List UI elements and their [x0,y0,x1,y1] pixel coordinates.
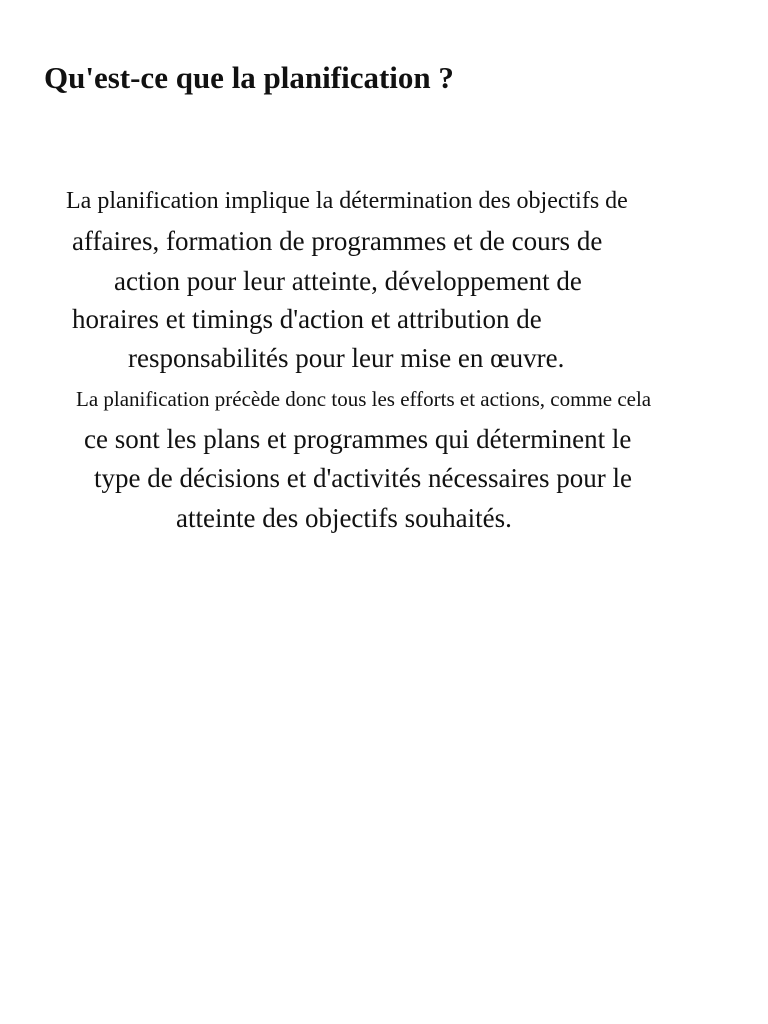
text-line-1: La planification implique la détermination des objectifs de [66,188,628,214]
text-line-9: atteinte des objectifs souhaités. [176,503,512,533]
text-line-4: horaires et timings d'action et attribution de [72,304,542,334]
text-line-5: responsabilités pour leur mise en œuvre. [128,343,565,373]
text-line-7: ce sont les plans et programmes qui déterminent le [84,424,632,454]
text-line-6: La planification précède donc tous les efforts et actions, comme cela [76,387,652,411]
text-line-8: type de décisions et d'activités nécessaires pour le [94,463,632,493]
page-title: Qu'est-ce que la planification ? [44,60,454,95]
text-line-2: affaires, formation de programmes et de cours de [72,226,603,256]
text-line-3: action pour leur atteinte, développement de [114,266,582,296]
